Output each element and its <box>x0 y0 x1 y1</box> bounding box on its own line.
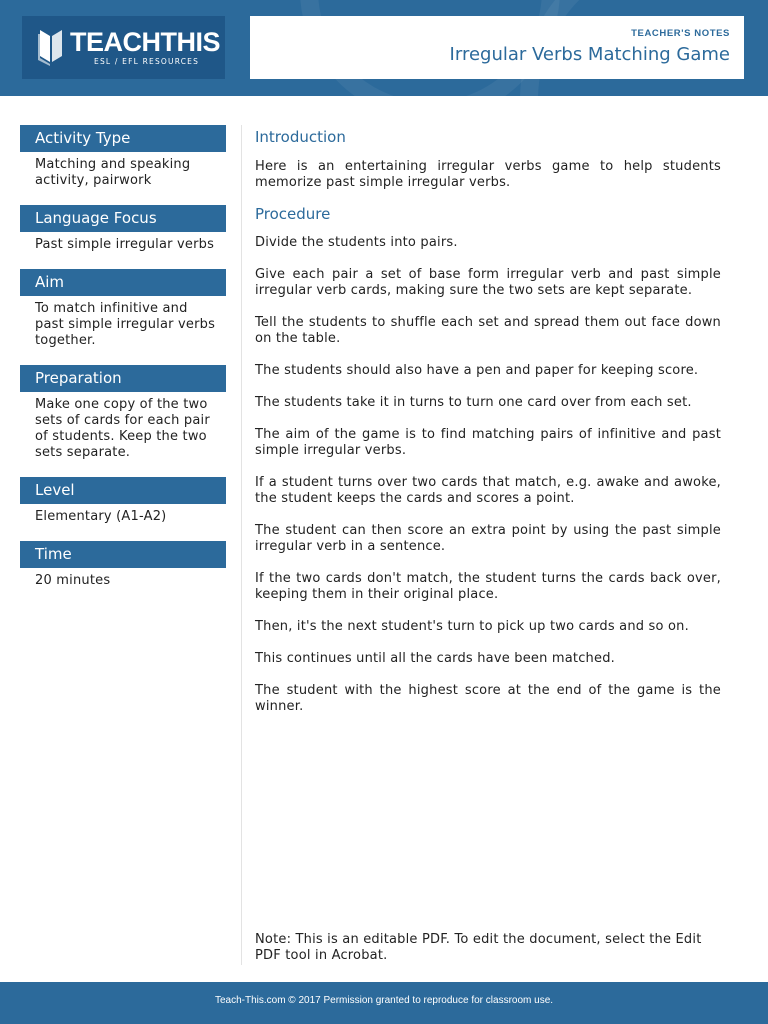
page-title: Irregular Verbs Matching Game <box>449 44 730 65</box>
sidebar-heading: Preparation <box>20 365 226 392</box>
logo-title: TEACHTHIS <box>70 27 220 57</box>
sidebar-body: Past simple irregular verbs <box>35 237 215 252</box>
sidebar-time <box>20 541 226 589</box>
procedure-step: Give each pair a set of base form irregular verb and past simple irregular verb cards, making sure the two sets are kept separate. <box>255 267 721 298</box>
procedure-step: If a student turns over two cards that match, e.g. awake and awoke, the student keeps the cards and scores a point. <box>255 475 721 506</box>
teachthis-logo[interactable] <box>22 16 225 79</box>
procedure-step: Tell the students to shuffle each set and spread them out face down on the table. <box>255 315 721 346</box>
editable-pdf-note: Note: This is an editable PDF. To edit the document, select the Edit PDF tool in Acrobat. <box>255 932 702 963</box>
main-content <box>255 125 721 715</box>
sidebar-level <box>20 477 226 525</box>
header-banner <box>0 0 768 96</box>
sidebar-body: Make one copy of the two sets of cards for each pair of students. Keep the two sets separate. <box>35 397 210 460</box>
sidebar-heading: Aim <box>20 269 226 296</box>
sidebar-body: Matching and speaking activity, pairwork <box>35 157 191 188</box>
procedure-step: The student can then score an extra point by using the past simple irregular verb in a sentence. <box>255 523 721 554</box>
logo-subtitle: ESL / EFL RESOURCES <box>94 57 200 66</box>
sidebar-preparation <box>20 365 226 461</box>
procedure-heading: Procedure <box>255 205 331 223</box>
book-icon <box>36 26 66 66</box>
sidebar-language-focus <box>20 205 226 253</box>
procedure-step: If the two cards don't match, the student turns the cards back over, keeping them in their original place. <box>255 571 721 602</box>
column-divider <box>241 125 242 965</box>
sidebar-body: To match infinitive and past simple irregular verbs together. <box>35 301 216 348</box>
sidebar-heading: Time <box>20 541 226 568</box>
footer-bar <box>0 982 768 1024</box>
sidebar-activity-type <box>20 125 226 189</box>
procedure-step: This continues until all the cards have been matched. <box>255 651 615 666</box>
sidebar-body: Elementary (A1-A2) <box>35 509 167 524</box>
title-panel <box>250 16 744 79</box>
sidebar-heading: Activity Type <box>20 125 226 152</box>
sidebar-aim <box>20 269 226 349</box>
procedure-step: The aim of the game is to find matching pairs of infinitive and past simple irregular verbs. <box>255 427 721 458</box>
procedure-step: The students take it in turns to turn one card over from each set. <box>255 395 692 410</box>
sidebar-body: 20 minutes <box>35 573 111 588</box>
procedure-step: Divide the students into pairs. <box>255 235 458 250</box>
procedure-step: The student with the highest score at the end of the game is the winner. <box>255 683 721 714</box>
teachers-notes-label: TEACHER'S NOTES <box>631 28 730 39</box>
introduction-heading: Introduction <box>255 128 346 146</box>
sidebar-heading: Language Focus <box>20 205 226 232</box>
sidebar-heading: Level <box>20 477 226 504</box>
sidebar <box>20 125 226 605</box>
footer-copyright: Teach-This.com © 2017 Permission granted to reproduce for classroom use. <box>214 995 554 1006</box>
procedure-step: Then, it's the next student's turn to pick up two cards and so on. <box>255 619 689 634</box>
introduction-text: Here is an entertaining irregular verbs game to help students memorize past simple irregular verbs. <box>255 159 721 190</box>
procedure-step: The students should also have a pen and paper for keeping score. <box>255 363 699 378</box>
